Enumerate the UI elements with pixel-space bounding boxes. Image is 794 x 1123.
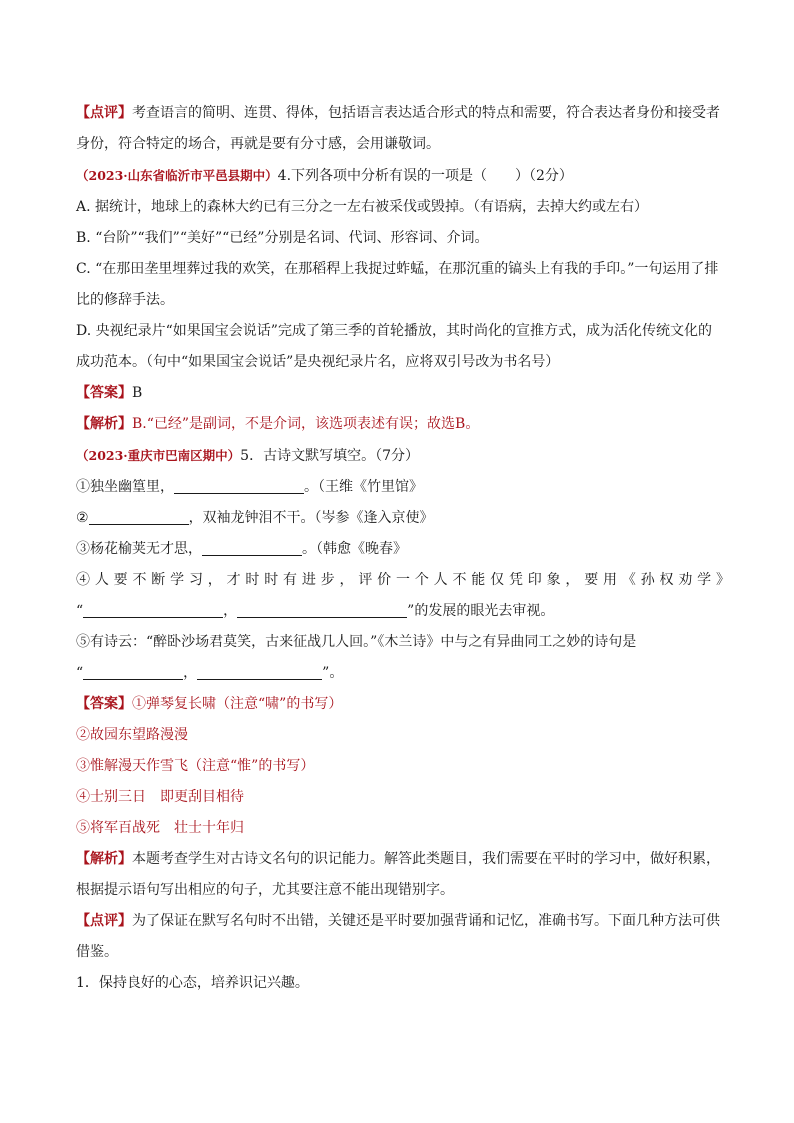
q5-answer-4-part2: 即更刮目相待 (160, 789, 244, 805)
q4-option-a: A. 据统计，地球上的森林大约已有三分之一左右被采伐或毁掉。（有语病，去掉大约或左右） (76, 199, 649, 215)
comment-tag: 【点评】 (76, 105, 132, 121)
q5-answer-2: ②故园东望路漫漫 (76, 727, 188, 743)
q4-option-d-line1: D. 央视纪录片“如果国宝会说话”完成了第三季的首轮播放，其时尚化的宣推方式，成为活化传统文化的 (76, 323, 712, 339)
comma: ， (223, 603, 238, 619)
q4-option-d-line2: 成功范本。（句中“如果国宝会说话”是央视纪录片名，应将双引号改为书名号） (76, 354, 560, 370)
answer-blank (83, 661, 183, 680)
q4-analysis (76, 409, 730, 440)
q4-analysis-text: B.“已经”是副词，不是介词，该选项表述有误；故选B。 (132, 416, 480, 432)
document-body (76, 98, 730, 999)
q5-item-1-prefix: ①独坐幽篁里， (76, 479, 174, 495)
q5-item-1 (76, 472, 730, 503)
q5-answer-4-part1: ④士别三日 (76, 789, 146, 805)
answer-blank (237, 599, 407, 618)
q5-answer-3: ③惟解漫天作雪飞（注意“惟”的书写） (76, 758, 315, 774)
q5-tip-1: 1．保持良好的心态，培养识记兴趣。 (76, 975, 309, 991)
q5-item-5-line2 (76, 658, 730, 689)
q5-answer-4 (76, 782, 730, 813)
q5-comment-line1 (76, 906, 730, 937)
q5-answer-5-part2: 壮士十年归 (174, 820, 244, 836)
q5-item-4-line2 (76, 596, 730, 627)
q5-answer-1 (76, 689, 730, 720)
q5-source: （2023·重庆市巴南区期中） (76, 448, 241, 463)
q4-stem: 4.下列各项中分析有误的一项是（ ）（2分） (277, 168, 573, 184)
q5-item-2-prefix: ② (76, 510, 89, 526)
q5-answer-tag: 【答案】 (76, 696, 132, 712)
q5-analysis-line1 (76, 844, 730, 875)
q5-item-5-suffix: ”。 (322, 665, 344, 681)
answer-blank (202, 537, 302, 556)
q5-stem: 5．古诗文默写填空。（7分） (240, 448, 419, 464)
q4-option-c-line1: C. “在那田垄里埋葬过我的欢笑，在那稻稈上我捉过蚱蜢，在那沉重的镐头上有我的手印。”一句运用了排 (76, 261, 719, 277)
open-quote: “ (76, 603, 84, 619)
q5-item-3-suffix: 。（韩愈《晚春》 (302, 541, 407, 557)
q4-option-c-line2: 比的修辞手法。 (76, 292, 174, 308)
q5-item-5-line1: ⑤有诗云：“醉卧沙场君莫笑，古来征战几人回。”《木兰诗》中与之有异曲同工之妙的诗句是 (76, 634, 637, 650)
comment-line-2: 身份，符合特定的场合，再就是要有分寸感，会用谦敬词。 (76, 136, 440, 152)
q4-answer-tag: 【答案】 (76, 385, 132, 401)
answer-blank (89, 506, 189, 525)
answer-blank (197, 661, 322, 680)
q5-answer-5-part1: ⑤将军百战死 (76, 820, 160, 836)
q5-item-4-line1: ④人要不断学习，才时时有进步，评价一个人不能仅凭印象，要用《孙权劝学》 (76, 572, 730, 588)
comment-text-1: 考查语言的简明、连贯、得体，包括语言表达适合形式的特点和需要，符合表达者身份和接受者 (132, 105, 720, 121)
q4-answer (76, 378, 730, 409)
q5-answer-5 (76, 813, 730, 844)
answer-blank (83, 599, 223, 618)
q5-item-2 (76, 503, 730, 534)
comment-line-1 (76, 98, 730, 129)
q5-item-3 (76, 534, 730, 565)
q5-analysis-text-1: 本题考查学生对古诗文名句的识记能力。解答此类题目，我们需要在平时的学习中，做好积累， (132, 851, 720, 867)
q5-comment-text-1: 为了保证在默写名句时不出错，关键还是平时要加强背诵和记忆，准确书写。下面几种方法可供 (132, 913, 720, 929)
comma: ， (183, 665, 198, 681)
q5-comment-tag: 【点评】 (76, 913, 132, 929)
q5-item-4-suffix: ”的发展的眼光去审视。 (407, 603, 555, 619)
q5-analysis-tag: 【解析】 (76, 851, 132, 867)
q4-option-b: B. “台阶”“我们”“美好”“已经”分别是名词、代词、形容词、介词。 (76, 230, 489, 246)
answer-blank (174, 475, 304, 494)
q5-header (76, 440, 730, 472)
q5-item-3-prefix: ③杨花榆荚无才思， (76, 541, 202, 557)
q5-analysis-line2: 根据提示语句写出相应的句子，尤其要注意不能出现错别字。 (76, 882, 454, 898)
q4-header (76, 160, 730, 192)
q4-answer-value: B (132, 385, 143, 401)
q5-item-2-suffix: ，双袖龙钟泪不干。（岑参《逢入京使》 (188, 510, 434, 526)
q4-analysis-tag: 【解析】 (76, 416, 132, 432)
q5-comment-line2: 借鉴。 (76, 944, 118, 960)
open-quote: “ (76, 665, 84, 681)
q5-item-1-suffix: 。（王维《竹里馆》 (304, 479, 423, 495)
q5-answer-1-text: ①弹琴复长啸（注意“啸”的书写） (132, 696, 343, 712)
q4-source: （2023·山东省临沂市平邑县期中） (76, 168, 278, 183)
